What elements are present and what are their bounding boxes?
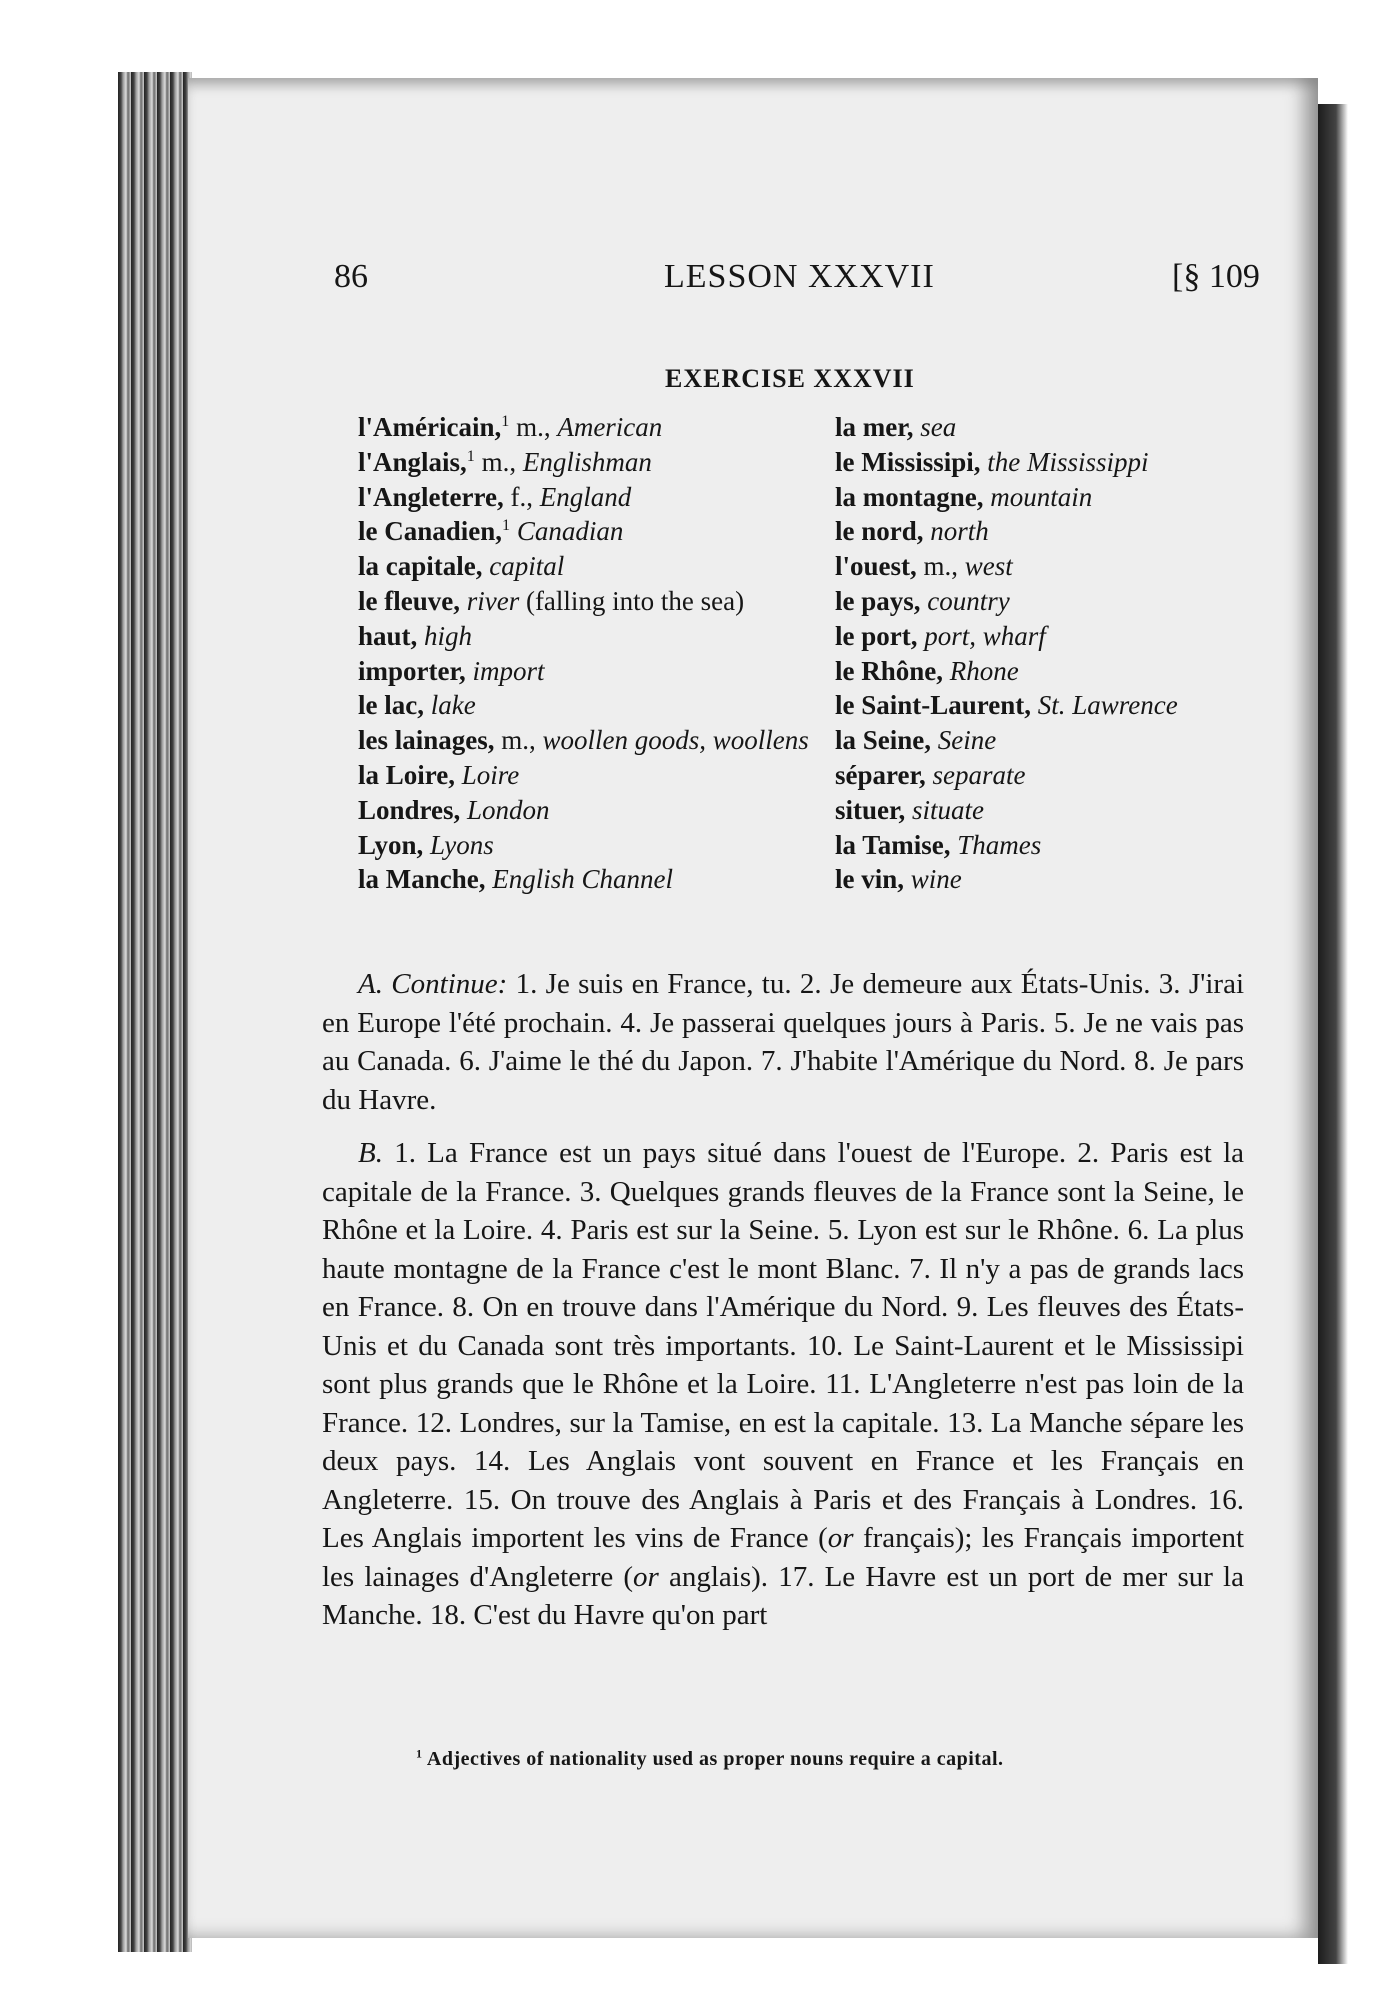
- page-number: 86: [334, 258, 368, 295]
- vocab-item: importer, import: [358, 655, 545, 686]
- vocab-item: le fleuve, river (falling into the sea): [358, 585, 745, 616]
- vocab-item: le vin, wine: [835, 864, 962, 895]
- section-label: B.: [358, 1137, 383, 1169]
- vocabulary-right-column: [835, 410, 1235, 897]
- vocab-item: la capitale, capital: [358, 551, 565, 582]
- book-page-edges: [118, 72, 192, 1952]
- vocab-item: le port, port, wharf: [835, 620, 1046, 651]
- vocab-item: l'Anglais,$^1$ m., Englishman: [358, 446, 652, 477]
- vocab-item: le pays, country: [835, 585, 1010, 616]
- vocab-item: la mer, sea: [835, 412, 957, 442]
- vocab-item: séparer, separate: [835, 759, 1026, 790]
- page-shadow: [1318, 104, 1348, 1964]
- exercise-section-b: B. 1. La France est un pays situé dans l'ouest de l'Europe. 2. Paris est la capitale de la France. 3. Quelques grands fleuves de la France sont la Seine, le Rhône et la Loire. 4. Paris est sur la Seine. 5. Lyon est sur le Rhône. 6. La plus haute montagne de la France c'est le mont Blanc. 7. Il n'y a pas de grands lacs en France. 8. On en trouve dans l'Amérique du Nord. 9. Les fleuves des États-Unis et du Canada sont très importants. 10. Le Saint-Laurent et le Mississipi sont plus grands que le Rhône et la Loire. 11. L'Angleterre n'est pas loin de la France. 12. Londres, sur la Tamise, en est la capitale. 13. La Manche sépare les deux pays. 14. Les Anglais vont souvent en France et les Français en Angleterre. 15. On trouve des Anglais à Paris et des Français à Londres. 16. Les Anglais importent les vins de France (or français); les Français importent les lainages d'Angleterre (or anglais). 17. Le Havre est un port de mer sur la Manche. 18. C'est du Havre qu'on part: [322, 1137, 1244, 1631]
- vocab-item: les lainages, m., woollen goods, woollens: [358, 725, 809, 756]
- footnote: $^1$ Adjectives of nationality used as proper nouns require a capital.: [416, 1746, 1004, 1770]
- section-text: 1. La France est un pays situé dans l'ouest de l'Europe. 2. Paris est la capitale de la France. 3. Quelques grands fleuves de la France sont la Seine, le Rhône et la Loire. 4. Paris est sur la Seine. 5. Lyon est sur le Rhône. 6. La plus haute montagne de la France c'est le mont Blanc. 7. Il n'y a pas de grands lacs en France. 8. On en trouve dans l'Amérique du Nord. 9. Les fleuves des États-Unis et du Canada sont très importants. 10. Le Saint-Laurent et le Mississipi sont plus grands que le Rhône et la Loire. 11. L'Angleterre n'est pas loin de la France. 12. Londres, sur la Tamise, en est la capitale. 13. La Manche sépare les deux pays. 14. Les Anglais vont souvent en France et les Français en Angleterre. 15. On trouve des Anglais à Paris et des Français à Londres. 16. Les Anglais importent les vins de France (: [322, 1137, 1244, 1554]
- vocab-item: la Seine, Seine: [835, 725, 997, 756]
- vocab-item: la Tamise, Thames: [835, 829, 1042, 860]
- vocab-item: l'Américain,$^1$ m., American: [358, 412, 663, 442]
- vocab-item: la montagne, mountain: [835, 481, 1093, 512]
- vocab-item: la Loire, Loire: [358, 759, 520, 790]
- exercise-title: EXERCISE XXXVII: [665, 364, 915, 393]
- vocab-item: l'ouest, m., west: [835, 551, 1013, 582]
- exercise-section-a: [322, 965, 1244, 1119]
- vocab-item: le lac, lake: [358, 690, 476, 721]
- section-text: 1. Je suis en France, tu. 2. Je demeure aux États-Unis. 3. J'irai en Europe l'été prochain. 4. Je passerai quelques jours à Paris. 5. Je ne vais pas au Canada. 6. J'aime le thé du Japon. 7. J'habite l'Amérique du Nord. 8. Je pars du Havre.: [322, 968, 1245, 1116]
- vocab-item: Lyon, Lyons: [358, 829, 494, 860]
- vocab-item: l'Angleterre, f., England: [358, 481, 632, 512]
- lesson-heading: LESSON XXXVII: [664, 258, 935, 295]
- vocab-item: le Canadien,$^1$ Canadian: [358, 516, 624, 547]
- vocab-item: le Rhône, Rhone: [835, 655, 1019, 686]
- section-label: A.: [358, 968, 383, 1000]
- section-reference: [§ 109: [1172, 258, 1260, 295]
- vocab-item: situer, situate: [835, 794, 985, 825]
- vocab-item: le Saint-Laurent, St. Lawrence: [835, 690, 1178, 721]
- vocab-item: la Manche, English Channel: [358, 864, 673, 895]
- vocab-item: haut, high: [358, 620, 473, 651]
- vocabulary-left-column: [358, 410, 818, 897]
- vocab-item: Londres, London: [358, 794, 550, 825]
- instruction: Continue:: [391, 968, 508, 1000]
- vocab-item: le nord, north: [835, 516, 989, 547]
- vocab-item: le Mississipi, the Mississippi: [835, 446, 1149, 477]
